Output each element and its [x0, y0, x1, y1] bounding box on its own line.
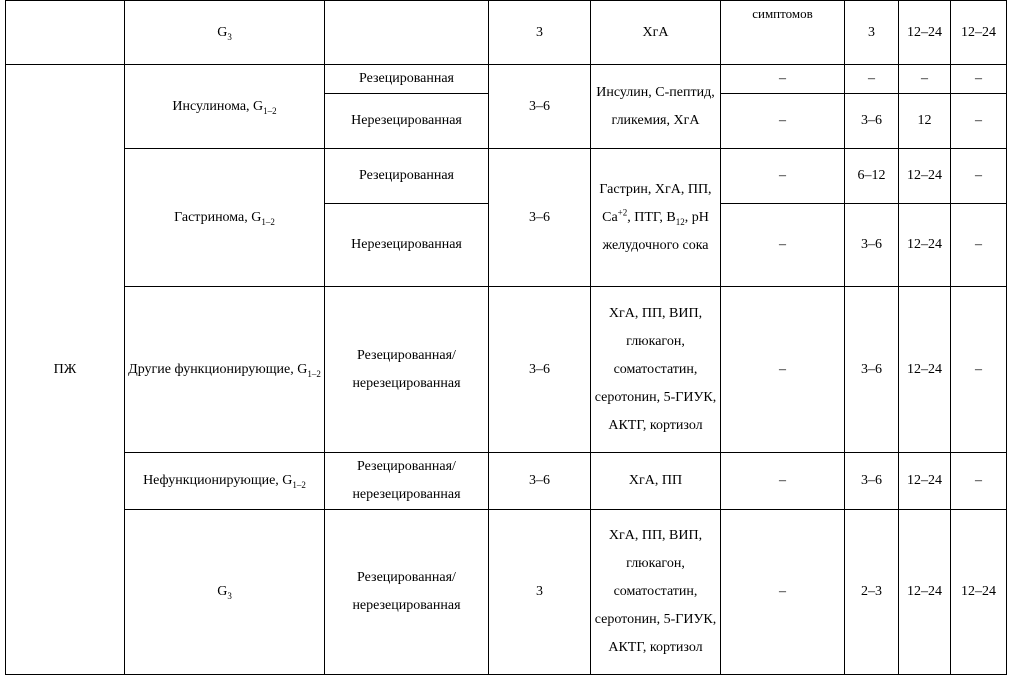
- status-cell-empty: [325, 1, 489, 65]
- gastrinoma-resected-pet: –: [951, 149, 1007, 204]
- nonfunctioning-name: Нефункционирующие, G: [143, 473, 293, 488]
- gastrinoma-unresected-status: Нерезецированная: [325, 204, 489, 287]
- nonfunctioning-status: Резецированная/нерезецированная: [325, 453, 489, 510]
- gastrinoma-resected-status: Резецированная: [325, 149, 489, 204]
- calcium-charge-sup: +2: [617, 206, 628, 217]
- insulinoma-unresected-us: 3–6: [845, 94, 899, 149]
- table-row: [6, 1, 1007, 65]
- pet-cell: 12–24: [951, 1, 1007, 65]
- nonfunctioning-pet: –: [951, 453, 1007, 510]
- other-functioning-grade-sub: 1–2: [307, 368, 321, 379]
- us-cell: 3: [845, 1, 899, 65]
- other-functioning-endoscopy: –: [721, 287, 845, 453]
- insulinoma-name-cell: [125, 65, 325, 149]
- nonfunctioning-ct: 12–24: [899, 453, 951, 510]
- gastrinoma-name-cell: [125, 149, 325, 287]
- table-row: [6, 149, 1007, 204]
- gastrinoma-unresected-endoscopy: –: [721, 204, 845, 287]
- follow-up-table: [5, 0, 1007, 675]
- insulinoma-unresected-endoscopy: –: [721, 94, 845, 149]
- table-row: [6, 453, 1007, 510]
- gastrinoma-markers-part: Гастрин, ХгА, ПП, Са: [599, 181, 712, 225]
- table-row: [6, 287, 1007, 453]
- g3-pet: 12–24: [951, 510, 1007, 675]
- g3-us: 2–3: [845, 510, 899, 675]
- gastrinoma-interval: 3–6: [489, 149, 591, 287]
- nonfunctioning-markers: ХгА, ПП: [591, 453, 721, 510]
- nonfunctioning-us: 3–6: [845, 453, 899, 510]
- insulinoma-unresected-pet: –: [951, 94, 1007, 149]
- other-functioning-interval: 3–6: [489, 287, 591, 453]
- g3-name: G: [217, 584, 228, 599]
- insulinoma-resected-pet: –: [951, 65, 1007, 94]
- other-functioning-status: Резецированная/нерезецированная: [325, 287, 489, 453]
- insulinoma-resected-us: –: [845, 65, 899, 94]
- other-functioning-markers: ХгА, ПП, ВИП, глюкагон, соматостатин, серотонин, 5-ГИУК, АКТГ, кортизол: [591, 287, 721, 453]
- gastrinoma-markers-part: , ПТГ, В: [627, 209, 676, 225]
- gastrinoma-name: Гастринома, G: [174, 209, 262, 225]
- table-row: [6, 65, 1007, 94]
- g3-endoscopy: –: [721, 510, 845, 675]
- table-row: [6, 510, 1007, 675]
- g3-name-cell: [125, 510, 325, 675]
- organ-cell-empty: [6, 1, 125, 65]
- grade-subscript: 3: [227, 31, 232, 42]
- g3-ct: 12–24: [899, 510, 951, 675]
- insulinoma-unresected-ct: 12: [899, 94, 951, 149]
- other-functioning-ct: 12–24: [899, 287, 951, 453]
- insulinoma-name: Инсулинома, G: [172, 98, 264, 114]
- insulinoma-resected-endoscopy: –: [721, 65, 845, 94]
- gastrinoma-unresected-us: 3–6: [845, 204, 899, 287]
- organ-cell: ПЖ: [6, 65, 125, 675]
- gastrinoma-resected-ct: 12–24: [899, 149, 951, 204]
- g3-markers: ХгА, ПП, ВИП, глюкагон, соматостатин, серотонин, 5-ГИУК, АКТГ, кортизол: [591, 510, 721, 675]
- gastrinoma-grade-sub: 1–2: [261, 216, 275, 227]
- insulinoma-unresected-status: Нерезецированная: [325, 94, 489, 149]
- other-functioning-name-cell: [125, 287, 325, 453]
- insulinoma-interval: 3–6: [489, 65, 591, 149]
- nonfunctioning-endoscopy: –: [721, 453, 845, 510]
- insulinoma-resected-status: Резецированная: [325, 65, 489, 94]
- gastrinoma-resected-endoscopy: –: [721, 149, 845, 204]
- g3-status: Резецированная/нерезецированная: [325, 510, 489, 675]
- grade-cell: [125, 1, 325, 65]
- gastrinoma-unresected-pet: –: [951, 204, 1007, 287]
- b12-sub: 12: [675, 216, 685, 227]
- insulinoma-resected-ct: –: [899, 65, 951, 94]
- other-functioning-name: Другие функционирующие, G: [128, 361, 308, 377]
- g3-grade-sub: 3: [227, 590, 232, 601]
- grade-text: G: [217, 24, 228, 40]
- ct-cell: 12–24: [899, 1, 951, 65]
- nonfunctioning-interval: 3–6: [489, 453, 591, 510]
- gastrinoma-resected-us: 6–12: [845, 149, 899, 204]
- nonfunctioning-grade-sub: 1–2: [292, 479, 306, 490]
- gastrinoma-markers-part: , рН желудочного сока: [602, 209, 709, 253]
- g3-interval: 3: [489, 510, 591, 675]
- other-functioning-us: 3–6: [845, 287, 899, 453]
- nonfunctioning-name-cell: [125, 453, 325, 510]
- other-functioning-pet: –: [951, 287, 1007, 453]
- markers-cell: ХгА: [591, 1, 721, 65]
- insulinoma-grade-sub: 1–2: [263, 105, 277, 116]
- insulinoma-markers: Инсулин, С-пептид, гликемия, ХгА: [591, 65, 721, 149]
- interval-cell: 3: [489, 1, 591, 65]
- symptoms-cell: симптомов: [721, 1, 845, 65]
- gastrinoma-markers: [591, 149, 721, 287]
- gastrinoma-unresected-ct: 12–24: [899, 204, 951, 287]
